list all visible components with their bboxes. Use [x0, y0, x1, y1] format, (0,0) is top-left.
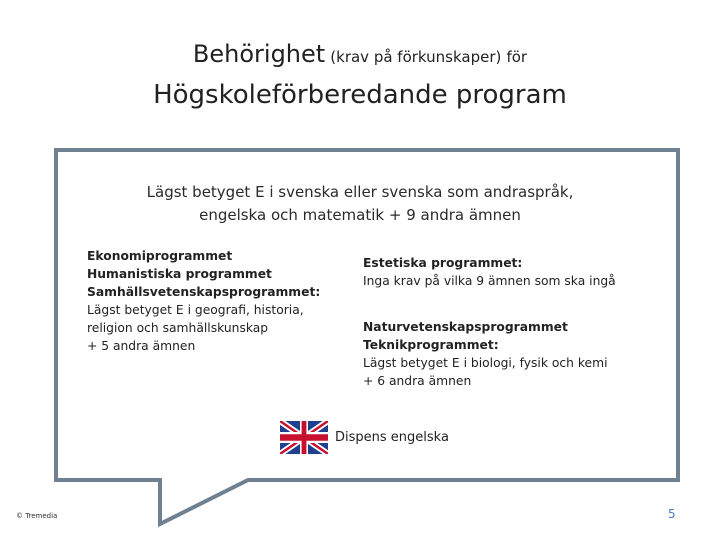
title-suffix-word: för — [506, 48, 528, 66]
right-detail-line2: + 6 andra ämnen — [363, 374, 472, 388]
right-detail-line1: Lägst betyget E i biologi, fysik och kemi — [363, 356, 608, 370]
left-program-column — [87, 247, 327, 355]
left-detail-line2: religion och samhällskunskap — [87, 321, 269, 335]
copyright-notice: © Tremedia — [16, 512, 58, 520]
estetiska-block — [363, 254, 653, 290]
program-teknik: Teknikprogrammet: — [363, 338, 499, 352]
title-parenthetical: (krav på förkunskaper) — [330, 48, 502, 66]
requirement-line1: Lägst betyget E i svenska eller svenska som andraspråk, — [146, 183, 574, 201]
program-naturvetenskap: Naturvetenskapsprogrammet — [363, 320, 568, 334]
page-title-line2: Högskoleförberedande program — [153, 80, 567, 110]
program-ekonomi: Ekonomiprogrammet — [87, 249, 233, 263]
uk-flag-icon — [280, 421, 328, 454]
left-detail-line3: + 5 andra ämnen — [87, 339, 196, 353]
estetiska-detail: Inga krav på vilka 9 ämnen som ska ingå — [363, 274, 616, 288]
left-detail-line1: Lägst betyget E i geografi, historia, — [87, 303, 304, 317]
general-requirement — [100, 181, 620, 227]
dispens-label: Dispens engelska — [335, 430, 449, 445]
program-estetiska: Estetiska programmet: — [363, 256, 523, 270]
requirement-line2: engelska och matematik + 9 andra ämnen — [199, 206, 521, 224]
page-number: 5 — [668, 507, 676, 521]
title-main-word: Behörighet — [192, 40, 326, 68]
natur-teknik-block — [363, 318, 653, 390]
program-samhallsvetenskap: Samhällsvetenskapsprogrammet: — [87, 285, 321, 299]
program-humanistiska: Humanistiska programmet — [87, 267, 272, 281]
